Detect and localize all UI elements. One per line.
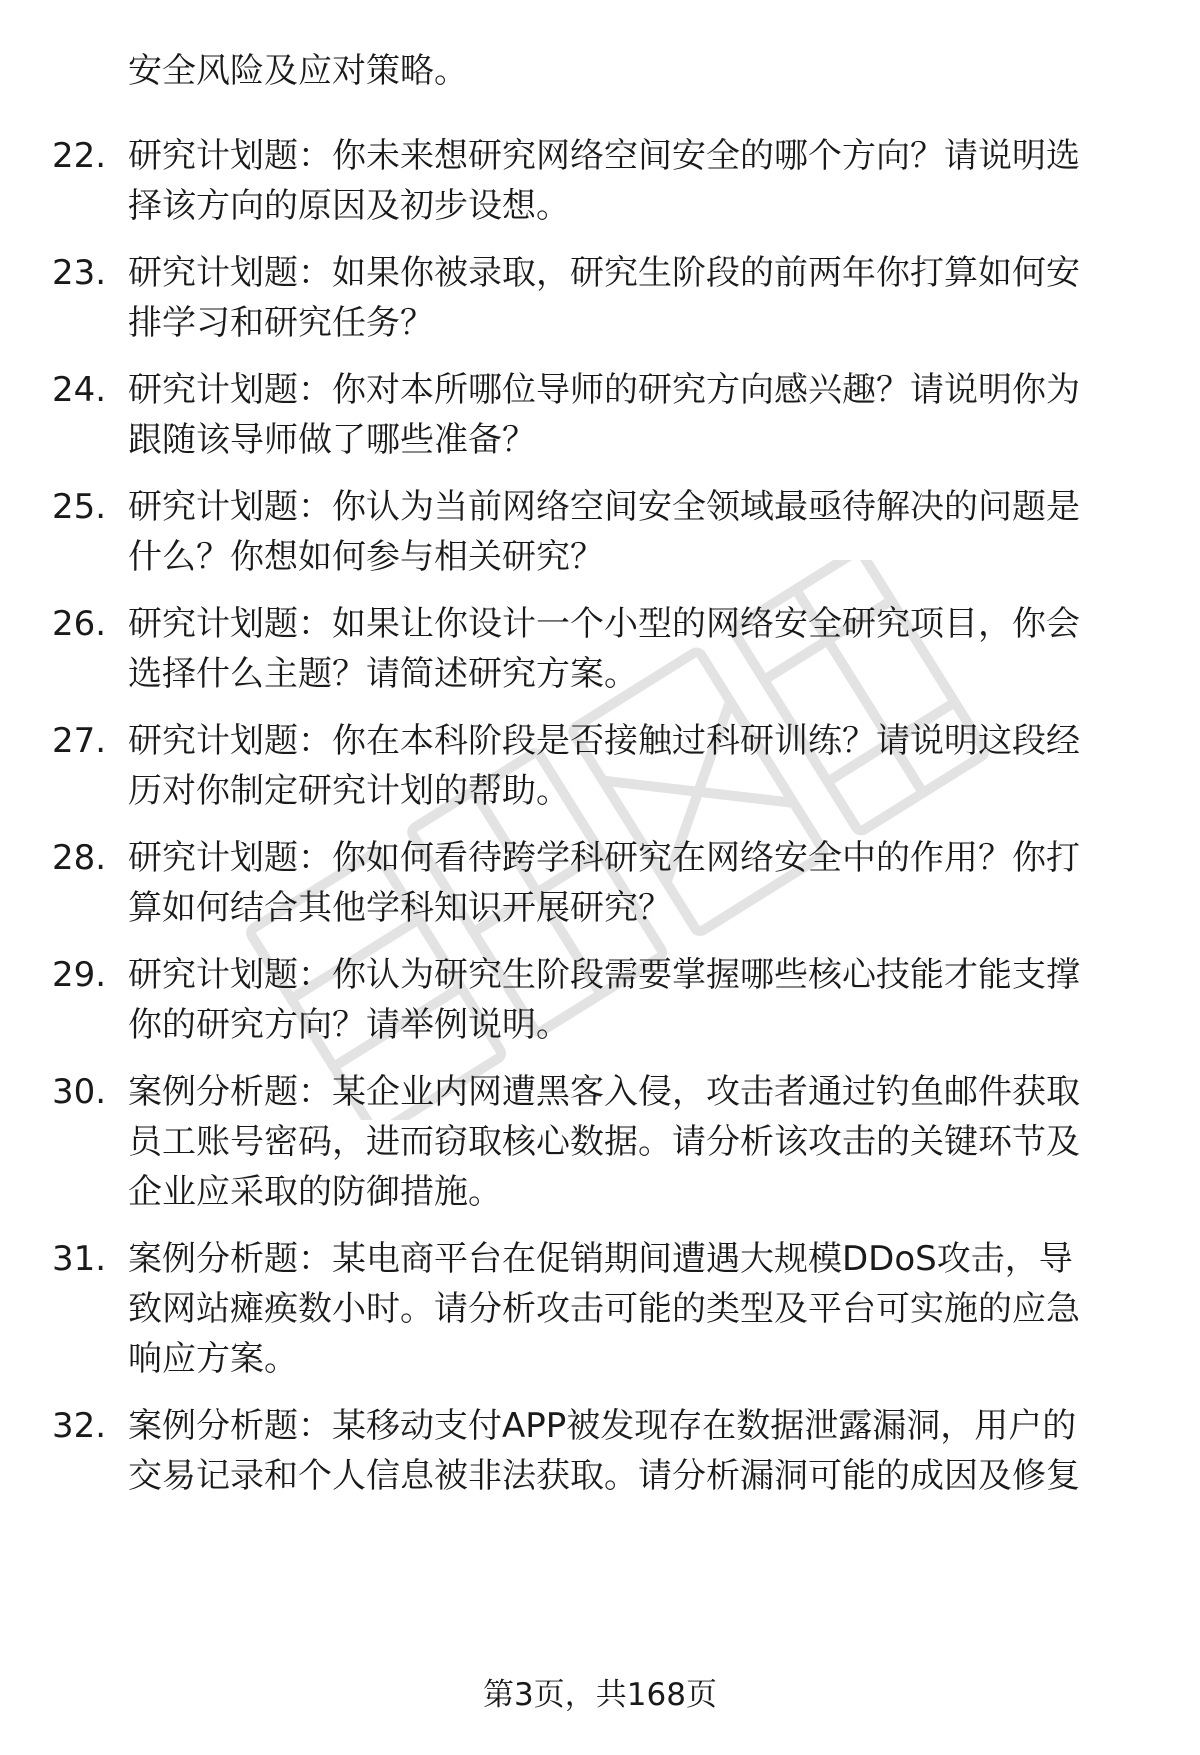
question-text bbox=[128, 1234, 1148, 1384]
question-line: 研究计划题：你认为研究生阶段需要掌握哪些核心技能才能支撑 bbox=[128, 955, 1080, 995]
question-text bbox=[128, 1067, 1148, 1217]
question-number: 26. bbox=[52, 604, 107, 644]
question-text bbox=[128, 365, 1148, 465]
question-line: 算如何结合其他学科知识开展研究？ bbox=[128, 888, 672, 928]
page-footer: 第3页，共168页 bbox=[483, 1677, 717, 1713]
question-number: 23. bbox=[52, 253, 107, 293]
question-line: 排学习和研究任务？ bbox=[128, 303, 434, 343]
question-number: 22. bbox=[52, 136, 107, 176]
question-line: 案例分析题：某移动支付APP被发现存在数据泄露漏洞，用户的 bbox=[128, 1406, 1077, 1446]
question-line: 跟随该导师做了哪些准备？ bbox=[128, 420, 536, 460]
question-text bbox=[128, 1401, 1148, 1501]
question-line: 择该方向的原因及初步设想。 bbox=[128, 186, 570, 226]
question-line: 选择什么主题？请简述研究方案。 bbox=[128, 654, 638, 694]
question-number: 24. bbox=[52, 370, 107, 410]
question-line: 致网站瘫痪数小时。请分析攻击可能的类型及平台可实施的应急 bbox=[128, 1289, 1080, 1329]
question-line: 安全风险及应对策略。 bbox=[128, 51, 468, 91]
question-line: 研究计划题：你在本科阶段是否接触过科研训练？请说明这段经 bbox=[128, 721, 1080, 761]
question-line: 企业应采取的防御措施。 bbox=[128, 1172, 502, 1212]
question-line: 研究计划题：你对本所哪位导师的研究方向感兴趣？请说明你为 bbox=[128, 370, 1080, 410]
question-text bbox=[128, 131, 1148, 231]
question-line: 员工账号密码，进而窃取核心数据。请分析该攻击的关键环节及 bbox=[128, 1122, 1080, 1162]
question-line: 研究计划题：你认为当前网络空间安全领域最亟待解决的问题是 bbox=[128, 487, 1080, 527]
question-number: 32. bbox=[52, 1406, 107, 1446]
question-line: 案例分析题：某企业内网遭黑客入侵，攻击者通过钓鱼邮件获取 bbox=[128, 1072, 1080, 1112]
question-line: 案例分析题：某电商平台在促销期间遭遇大规模DDoS攻击，导 bbox=[128, 1239, 1073, 1279]
question-number: 27. bbox=[52, 721, 107, 761]
question-line: 研究计划题：如果你被录取，研究生阶段的前两年你打算如何安 bbox=[128, 253, 1080, 293]
question-number: 31. bbox=[52, 1239, 107, 1279]
question-line: 你的研究方向？请举例说明。 bbox=[128, 1005, 570, 1045]
question-text bbox=[128, 950, 1148, 1050]
question-line: 交易记录和个人信息被非法获取。请分析漏洞可能的成因及修复 bbox=[128, 1456, 1080, 1496]
question-line: 历对你制定研究计划的帮助。 bbox=[128, 771, 570, 811]
question-line: 研究计划题：如果让你设计一个小型的网络安全研究项目，你会 bbox=[128, 604, 1080, 644]
question-text bbox=[128, 248, 1148, 348]
question-text bbox=[128, 482, 1148, 582]
question-number: 30. bbox=[52, 1072, 107, 1112]
question-line: 研究计划题：你未来想研究网络空间安全的哪个方向？请说明选 bbox=[128, 136, 1080, 176]
question-line: 研究计划题：你如何看待跨学科研究在网络安全中的作用？你打 bbox=[128, 838, 1080, 878]
question-text bbox=[128, 46, 1148, 96]
question-line: 响应方案。 bbox=[128, 1339, 298, 1379]
question-text bbox=[128, 599, 1148, 699]
question-text bbox=[128, 716, 1148, 816]
question-number: 28. bbox=[52, 838, 107, 878]
question-line: 什么？你想如何参与相关研究？ bbox=[128, 537, 604, 577]
question-number: 29. bbox=[52, 955, 107, 995]
question-number: 25. bbox=[52, 487, 107, 527]
question-text bbox=[128, 833, 1148, 933]
